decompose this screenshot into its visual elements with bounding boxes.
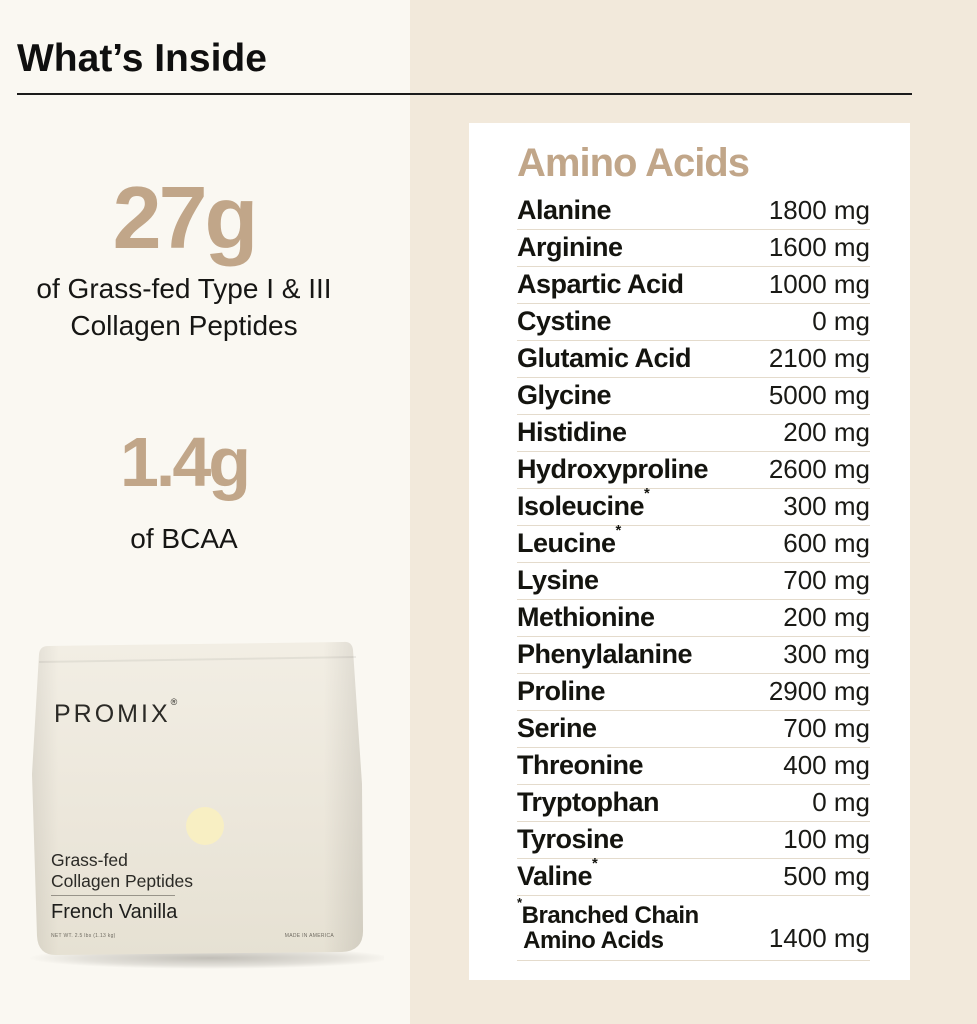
amino-acid-value: 2100 mg: [768, 343, 870, 373]
table-row: [517, 485, 870, 526]
amino-acid-value: 5000 mg: [768, 380, 870, 410]
table-row: [517, 896, 870, 961]
amino-acids-card: [469, 123, 910, 980]
bcaa-grams-stat: 1.4g: [119, 423, 249, 501]
table-row: [517, 563, 870, 600]
collagen-caption-line2: Collagen Peptides: [70, 310, 298, 341]
amino-acid-value: 600 mg: [783, 528, 870, 558]
amino-acid-name: Phenylalanine: [517, 639, 693, 669]
table-row: [517, 822, 870, 859]
table-row: [517, 304, 870, 341]
bag-highlight-circle: [186, 807, 224, 845]
amino-acid-value: 200 mg: [783, 417, 870, 447]
amino-acid-name: Serine: [517, 713, 597, 743]
table-row: [517, 600, 870, 637]
amino-acid-value: 700 mg: [783, 713, 870, 743]
amino-acid-name: Histidine: [517, 417, 627, 447]
amino-acid-name: Glutamic Acid: [517, 343, 692, 373]
amino-acid-value: 2900 mg: [768, 676, 870, 706]
amino-acids-heading: Amino Acids: [517, 141, 749, 185]
amino-acid-value: 2600 mg: [768, 454, 870, 484]
collagen-caption-line1: of Grass-fed Type I & III: [36, 273, 332, 304]
table-row: [517, 452, 870, 489]
product-name-line1: Grass-fed: [51, 850, 128, 870]
amino-acid-name: Cystine: [517, 306, 612, 336]
page-title: What’s Inside: [17, 37, 267, 80]
table-row: [517, 230, 870, 267]
amino-acid-name: Arginine: [517, 232, 623, 262]
registered-trademark-mark: ®: [170, 696, 178, 707]
bcaa-caption: of BCAA: [130, 523, 238, 554]
amino-acid-name: Methionine: [517, 602, 655, 632]
table-row: [517, 711, 870, 748]
amino-acid-name: Glycine: [517, 380, 612, 410]
amino-acid-value: 300 mg: [783, 639, 870, 669]
product-bag-image: [18, 624, 384, 976]
table-row: [517, 674, 870, 711]
amino-acid-name: Tryptophan: [517, 787, 659, 817]
table-row: [517, 855, 870, 896]
amino-acid-value: 1400 mg: [768, 923, 870, 953]
table-row: [517, 785, 870, 822]
table-row: [517, 193, 870, 230]
amino-acid-name: *Branched Chain Amino Acids: [517, 895, 699, 954]
amino-acid-name: Tyrosine: [517, 824, 624, 854]
amino-acid-value: 100 mg: [783, 824, 870, 854]
amino-acid-value: 0 mg: [812, 306, 870, 336]
title-underline: [17, 93, 912, 95]
amino-acids-table: [517, 193, 870, 961]
product-name-label: [51, 850, 193, 892]
table-row: [517, 415, 870, 452]
amino-acid-value: 300 mg: [783, 491, 870, 521]
table-row: [517, 637, 870, 674]
net-weight-text: NET WT. 2.5 lbs (1.13 kg): [51, 933, 116, 939]
table-row: [517, 378, 870, 415]
table-row: [517, 522, 870, 563]
amino-acid-value: 1000 mg: [768, 269, 870, 299]
collagen-grams-caption: [0, 270, 368, 344]
amino-acid-name: Valine*: [517, 855, 598, 891]
table-row: [517, 267, 870, 304]
amino-acid-value: 400 mg: [783, 750, 870, 780]
brand-logo: PROMIX®: [54, 696, 178, 728]
amino-acid-name: Proline: [517, 676, 606, 706]
product-name-line2: Collagen Peptides: [51, 871, 194, 891]
amino-acid-name: Leucine*: [517, 522, 621, 558]
amino-acid-name: Lysine: [517, 565, 599, 595]
amino-acid-value: 1800 mg: [768, 195, 870, 225]
amino-acid-name: Aspartic Acid: [517, 269, 684, 299]
table-row: [517, 341, 870, 378]
amino-acid-name: Threonine: [517, 750, 644, 780]
amino-acid-name: Isoleucine*: [517, 485, 650, 521]
amino-acid-value: 500 mg: [783, 861, 870, 891]
flavor-divider-line: [51, 895, 175, 896]
flavor-name: French Vanilla: [51, 901, 178, 923]
table-row: [517, 748, 870, 785]
made-in-text: MADE IN AMERICA: [284, 933, 334, 939]
amino-acid-value: 0 mg: [812, 787, 870, 817]
amino-acid-value: 200 mg: [783, 602, 870, 632]
amino-acid-name: Alanine: [517, 195, 612, 225]
amino-acid-name: Hydroxyproline: [517, 454, 709, 484]
amino-acid-value: 1600 mg: [768, 232, 870, 262]
collagen-grams-stat: 27g: [112, 168, 256, 267]
amino-acid-value: 700 mg: [783, 565, 870, 595]
